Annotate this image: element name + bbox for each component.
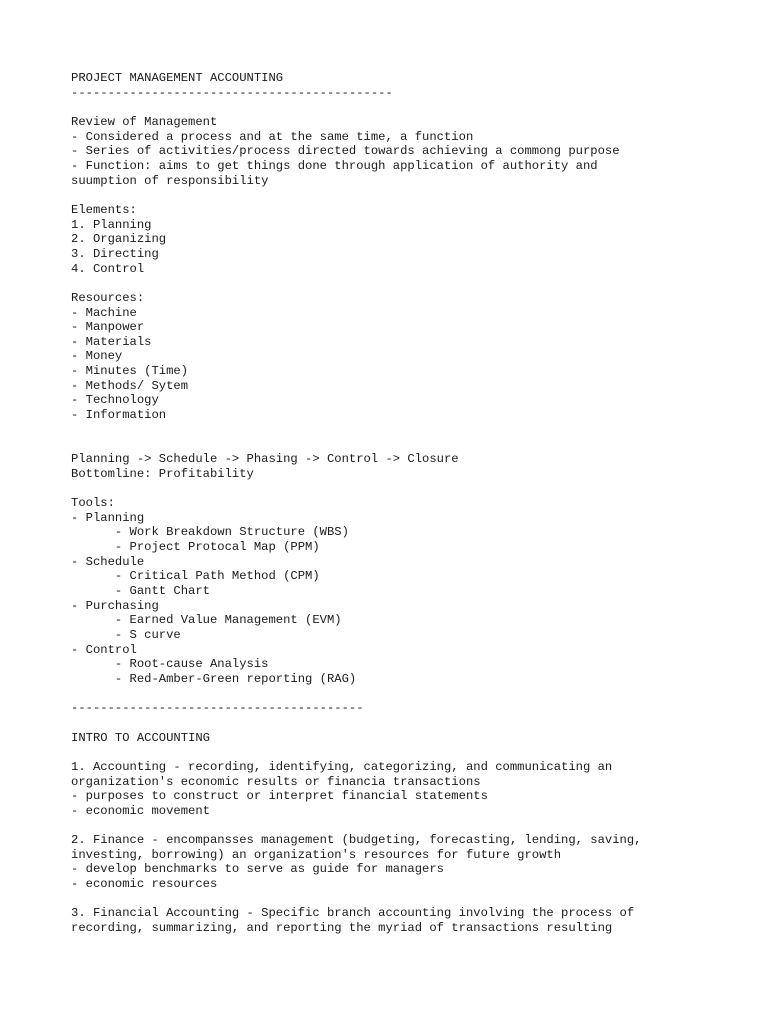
- document-text: PROJECT MANAGEMENT ACCOUNTING -------------------------------------------- Review of Management - Considered a process and at the same time, a function - Series of activities/process directed towards achieving a commong purpose - Function: aims to get things done through application of authority and suumption of responsibility Elements: 1. Planning 2. Organizing 3. Directing 4. Control Resources: - Machine - Manpower - Materials - Money - Minutes (Time) - Methods/ Sytem - Technology - Information Planning -> Schedule -> Phasing -> Control -> Closure Bottomline: Profitability Tools: - Planning - Work Breakdown Structure (WBS) - Project Protocal Map (PPM) - Schedule - Critical Path Method (CPM) - Gantt Chart - Purchasing - Earned Value Management (EVM) - S curve - Control - Root-cause Analysis - Red-Amber-Green reporting (RAG) ---------------------------------------- INTRO TO ACCOUNTING 1. Accounting - recording, identifying, categorizing, and communicating an organization's economic results or financia transactions - purposes to construct or interpret financial statements - economic movement 2. Finance - encompansses management (budgeting, forecasting, lending, saving, investing, borrowing) an organization's resources for future growth - develop benchmarks to serve as guide for managers - economic resources 3. Financial Accounting - Specific branch accounting involving the process of recording, summarizing, and reporting the myriad of transactions resulting: [71, 71, 642, 936]
